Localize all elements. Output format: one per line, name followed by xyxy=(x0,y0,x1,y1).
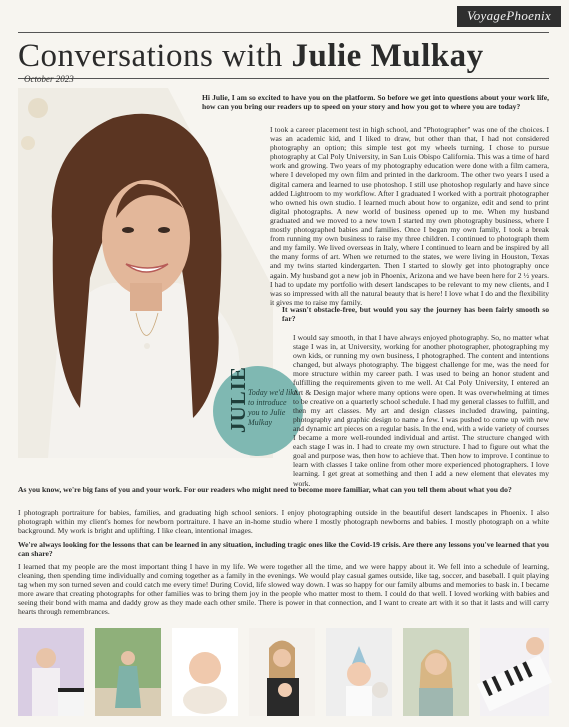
thumbnail-strip xyxy=(18,628,549,716)
answer-1: I took a career placement test in high school, and "Photographer" was one of the choices. I was an academic kid, and I liked to draw, but other than that, I had not considered photography an option; this simple test got my wheels turning. I chose to pursue photography at Cal Poly University, in San Luis Obispo California. This was a time of hard work and growing. Two years of my photography education were done with a film camera, where I developed my own film and printed in the darkroom. The other two years I used a digital camera and learned to use photoshop. I still use photoshop regularly and have since added Lightroom to my workflow. After I graduated I worked with a portrait photographer who owned his own studio. I learned much about how to organize, edit and send to print digital photographs. A new world of business opened up to me. When my husband graduated and we moved to a new town I started my own photography business, where I mostly photographed babies and families. Once I began my own family, I took a break from running my own business to raise my three children. I continued to photograph them and my family. We lived overseas in Italy, where I continued to learn and be inspired by all the many forms of art. When we returned to the states, we were living in Houston, Texas and my twins started kindergarten. Then I started to slowly get into photography once again. My husband got a new job in Phoenix, Arizona and we have been here for 2 ½ years. I had to update my portfolio with desert landscapes to be relevant to my new clients, and I was so impressed with all the natural beauty that is here! I love what I do and the flexibility it gives me to raise my family. xyxy=(270,125,549,307)
thumbnail-baby-portrait xyxy=(172,628,238,716)
thumbnail-woman-at-piano xyxy=(18,628,84,716)
badge-name: JULIE xyxy=(226,366,250,433)
thumbnail-piano-keys xyxy=(480,628,549,716)
question-4: We're always looking for the lessons that can be learned in any situation, including tragic ones like the Covid-19 crisis. Are there any lessons you've learned that you can share? xyxy=(18,540,549,559)
answer-3: I photograph portraiture for babies, families, and graduating high school seniors. I enjoy photographing outside in the beautiful desert landscapes in Phoenix. I also photograph within my client's homes for newborn portraiture. I have an in-home studio where I mostly photograph newborns and babies. I mostly photograph on a white background. My work is bright and uplifting. I like clean, intentional images. xyxy=(18,508,549,536)
answer-4: I learned that my people are the most important thing I have in my life. We were together all the time, and we were happy about it. We fell into a schedule of learning, cleaning, then spending time individually and coming together as a family in the evenings. We would play casual games outside, like tag, soccer, and baseball. I quit playing tag when my son turned seven and could catch me every time! During Covid, life slowed way down. I was so happy for our family albums and memories to bask in. I became more aware that creating photographs for other families was to bring them joy in the people who matter most to them. I could do that well. I loved working with babies and seeing their bond with mama and daddy grow as they made each other smile. There is power in that connection, and I want to create art with it so that it lasts and will carry hearts through remembrances. xyxy=(18,562,549,617)
thumbnail-birthday-baby xyxy=(326,628,392,716)
brand-label: VoyagePhoenix xyxy=(457,6,561,27)
top-rule xyxy=(18,32,549,33)
page-title xyxy=(18,38,484,75)
answer-2: I would say smooth, in that I have always enjoyed photography. So, no matter what stage I was in, at University, working for another photographer, photographing my own kids, or running my own business, I photographed. The content and intentions changed, but always photography. The biggest challenge for me, was the need for more structure within my career path. I was used to being an honor student and fulfilling the requirements given to me well. At Cal Poly University, I entered an Art & Design major where many options were open. It was overwhelming at times to be creative on a quarterly school schedule. I had my general classes to fulfill, and then my art classes. My art and design classes included drawing, painting, photography and graphic design to name a few. I was pushed to come up with new and dynamic art pieces on a regular basis. In the end, with a wide variety of courses I became a more well-rounded individual and artist. The structure changed with each stage I was in. I had to create my own structure. I had to figure out what the goal and purpose was, then how to achieve that. Then how to improve. I continue to learn with classes I take online from other more experienced photographers. I love learning. I get great at something and then I add a new element that elevates my work. xyxy=(293,333,549,488)
question-1: Hi Julie, I am so excited to have you on the platform. So before we get into questions about your work life, how can you bring our readers up to speed on your story and how you got to where you are today? xyxy=(202,93,549,112)
thumbnail-woman-in-garden xyxy=(95,628,161,716)
question-2: It wasn't obstacle-free, but would you say the journey has been fairly smooth so far? xyxy=(282,305,549,324)
title-prefix: Conversations with xyxy=(18,38,292,74)
thumbnail-mother-and-baby xyxy=(249,628,315,716)
thumbnail-senior-portrait xyxy=(403,628,469,716)
issue-date: October 2023 xyxy=(24,74,74,84)
title-rule xyxy=(18,78,549,79)
intro-badge xyxy=(213,366,303,456)
title-name: Julie Mulkay xyxy=(291,38,484,74)
badge-intro-text: Today we'd like to introduce you to Julie Mulkay xyxy=(248,388,298,427)
question-3: As you know, we're big fans of you and your work. For our readers who might need to become more familiar, what can you tell them about what you do? xyxy=(18,485,512,494)
